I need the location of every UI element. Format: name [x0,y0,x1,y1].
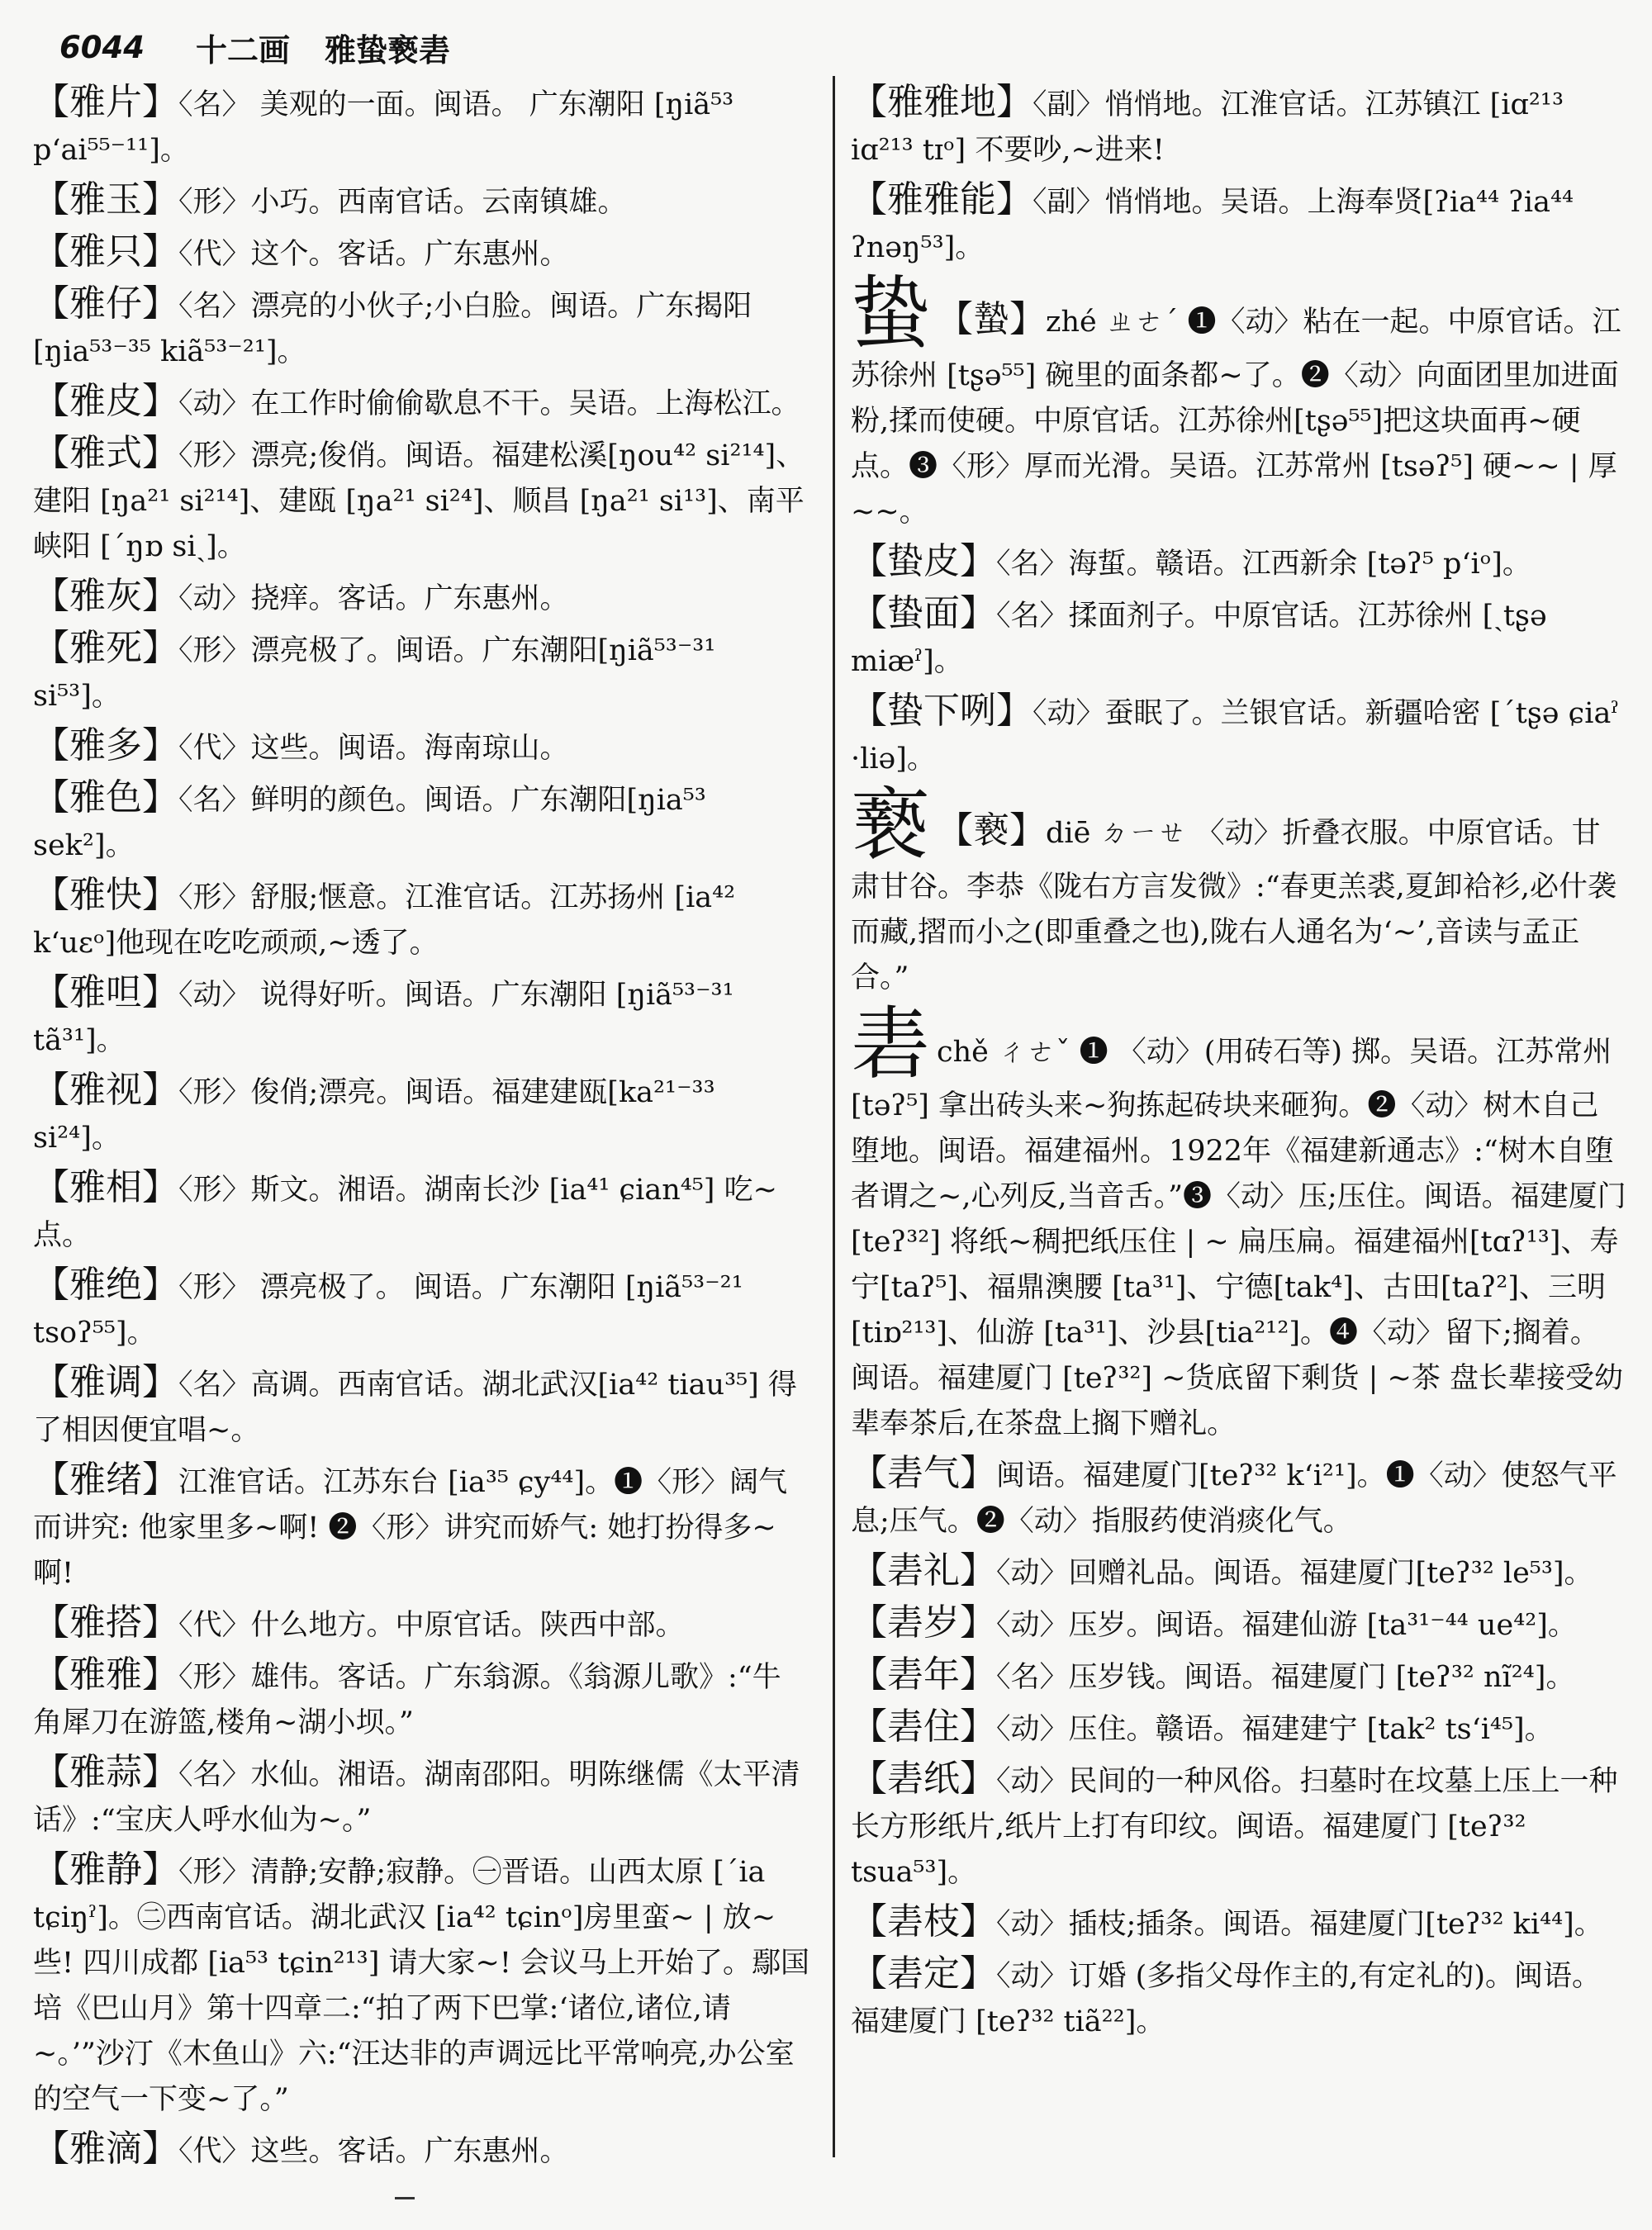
entry-headword: 【雅绪】 [33,1459,178,1501]
dictionary-entry [851,688,1627,782]
entry-definition: 〈代〉什么地方。中原官话。陕西中部。 [178,1609,685,1642]
entry-headword: 【雅玉】 [33,178,178,221]
entry-definition: 〈动〉压住。赣语。福建建宁 [tak² tsʻi⁴⁵]。 [996,1713,1554,1746]
entry-definition: 〈形〉 漂亮极了。 闽语。广东潮阳 [ŋiã⁵³⁻²¹ tsoʔ⁵⁵]。 [33,1271,743,1350]
entry-headword: 【砉定】 [851,1952,996,1995]
dictionary-entry [851,1756,1627,1896]
dictionary-entry [851,779,1627,1001]
entry-headword: 【雅相】 [33,1166,178,1208]
dictionary-entry [851,1951,1627,2045]
page-number: 6044 [59,29,145,65]
section-label: 十二画 [195,31,290,69]
dictionary-entry [33,872,809,966]
entry-headword: 【雅雅】 [33,1654,178,1696]
dictionary-entry [33,1457,809,1597]
dictionary-entry [33,1847,809,2123]
entry-headword: 【砉岁】 [851,1601,996,1644]
entry-headword: 【雅调】 [33,1361,178,1403]
entry-definition: 闽语。福建厦门[teʔ³² kʻi²¹]。❶〈动〉使怒气平息;压气。❷〈动〉指服药使消痰化气。 [851,1459,1617,1538]
dictionary-entry [851,1899,1627,1948]
entry-definition: 〈名〉压岁钱。闽语。福建厦门 [teʔ³² nĩ²⁴]。 [996,1661,1575,1694]
entry-headword: 【雅呾】 [33,971,178,1013]
entry-definition: chě ㄔㄜˇ ❶ 〈动〉(用砖石等) 掷。吴语。江苏常州 [təʔ⁵] 拿出砖头来~狗拣起砖块来砸狗。❷〈动〉树木自己堕地。闽语。福建福州。1922年《福建新通志》:“树木自堕者谓之~,心列反,当音舌。”❸〈动〉压;压住。闽语。福建厦门[teʔ³²] 将纸~稠把纸压住 | ~ 扁压扁。福建福州[tɑʔ¹³]、寿宁[taʔ⁵]、福鼎澳腰 [ta³¹]、宁德[tak⁴]、古田[taʔ²]、三明 [tiɒ²¹³]、仙游 [ta³¹]、沙县[tia²¹²]。❹〈动〉留下;搁着。闽语。福建厦门 [teʔ³²] ~货底留下剩货 | ~茶 盘长辈接受幼辈奉茶后,在茶盘上搁下赠礼。 [851,1036,1626,1440]
entry-headword: 【雅片】 [33,81,178,123]
entry-definition: 〈名〉漂亮的小伙子;小白脸。闽语。广东揭阳 [ŋia⁵³⁻³⁵ kiã⁵³⁻²¹]。 [33,290,752,368]
column-divider [833,76,835,2157]
dictionary-entry [851,1600,1627,1649]
entry-headword: 【蛰下咧】 [851,690,1032,732]
entry-character: 蛰 [851,268,930,360]
dictionary-entry [33,430,809,570]
dictionary-entry [851,1704,1627,1753]
entry-definition: 〈名〉鲜明的颜色。闽语。广东潮阳[ŋia⁵³ sek²]。 [33,784,706,862]
entry-headword: 【雅滴】 [33,2128,178,2170]
entry-headword: 【砉枝】 [851,1900,996,1943]
entry-definition: 〈代〉这些。客话。广东惠州。 [178,2135,569,2168]
entry-definition: 〈形〉漂亮极了。闽语。广东潮阳[ŋiã⁵³⁻³¹ si⁵³]。 [33,634,716,713]
entry-headword: 【雅雅地】 [851,81,1032,123]
dictionary-entry [851,591,1627,685]
entry-definition: 〈形〉小巧。西南官话。云南镇雄。 [178,186,627,219]
dictionary-entry [851,539,1627,587]
entry-headword: 【雅静】 [33,1848,178,1891]
entry-headword: 【雅多】 [33,724,178,766]
entry-character: 砉 [851,998,930,1090]
dictionary-entry [33,1600,809,1649]
dictionary-entry [33,2126,809,2175]
entry-definition: zhé ㄓㄜˊ ❶〈动〉粘在一起。中原官话。江苏徐州 [tʂə⁵⁵] 碗里的面条都~了。❷〈动〉向面团里加进面粉,揉而使硬。中原官话。江苏徐州[tʂə⁵⁵]把这块面再~硬点。❸〈形〉厚而光滑。吴语。江苏常州 [tsəʔ⁵] 硬~~ | 厚~~。 [851,306,1621,529]
dictionary-entry [851,1548,1627,1597]
dictionary-entry [33,1262,809,1356]
dictionary-entry [33,281,809,375]
entry-headword: 【雅灰】 [33,575,178,617]
footer-mark [395,2197,415,2199]
entry-definition: 〈名〉海蜇。赣语。江西新余 [təʔ⁵ pʻiᵒ]。 [996,548,1531,581]
dictionary-entry [33,775,809,869]
dictionary-entry [33,1067,809,1161]
entry-definition: 〈形〉漂亮;俊俏。闽语。福建松溪[ŋou⁴² si²¹⁴]、建阳 [ŋa²¹ si²¹⁴]、建瓯 [ŋa²¹ si²⁴]、顺昌 [ŋa²¹ si¹³]、南平峡阳 [ˊŋɒ siˏ]。 [33,439,805,563]
entry-headword: 【雅绝】 [33,1264,178,1306]
dictionary-entry [33,970,809,1064]
entry-definition: 〈名〉水仙。湘语。湖南邵阳。明陈继儒《太平清话》:“宝庆人呼水仙为~。” [33,1758,800,1837]
entry-headword: 【䙝】 [937,809,1046,852]
dictionary-entry [33,1165,809,1259]
page-header [59,18,1612,76]
right-column [851,79,1627,2048]
entry-definition: 〈动〉 说得好听。闽语。广东潮阳 [ŋiã⁵³⁻³¹ tã³¹]。 [33,979,734,1057]
entry-headword: 【雅色】 [33,776,178,818]
entry-definition: 〈动〉压岁。闽语。福建仙游 [ta³¹⁻⁴⁴ ue⁴²]。 [996,1609,1577,1642]
entry-definition: 〈副〉悄悄地。江淮官话。江苏镇江 [iɑ²¹³ iɑ²¹³ tɪᵒ] 不要吵,~进来! [851,88,1564,167]
entry-definition: 〈形〉舒服;惬意。江淮官话。江苏扬州 [ia⁴² kʻuɛᵒ]他现在吃吃顽顽,~透了。 [33,881,736,960]
entry-definition: 〈动〉蚕眠了。兰银官话。新疆哈密 [ˊtʂə ɕiaˀ ·liə]。 [851,697,1620,776]
dictionary-entry [33,573,809,622]
dictionary-entry [33,723,809,771]
dictionary-entry [33,1652,809,1746]
dictionary-entry [33,378,809,427]
entry-definition: 〈动〉在工作时偷偷歇息不干。吴语。上海松江。 [178,387,800,420]
entry-definition: 〈副〉悄悄地。吴语。上海奉贤[ʔia⁴⁴ ʔia⁴⁴ ʔnəŋ⁵³]。 [851,186,1574,264]
entry-definition: 〈动〉民间的一种风俗。扫墓时在坟墓上压上一种长方形纸片,纸片上打有印纹。闽语。福建厦门 [teʔ³² tsua⁵³]。 [851,1765,1618,1889]
dictionary-entry [33,79,809,173]
entry-headword: 【雅皮】 [33,380,178,422]
entry-definition: 〈名〉揉面剂子。中原官话。江苏徐州 [ˏtʂə miæˀ]。 [851,600,1547,678]
entry-headword: 【雅雅能】 [851,178,1032,221]
entry-headword: 【雅只】 [33,230,178,273]
entry-definition: 〈形〉斯文。湘语。湖南长沙 [ia⁴¹ ɕian⁴⁵] 吃~点。 [33,1174,777,1252]
dictionary-entry [33,1749,809,1843]
dictionary-entry [851,268,1627,535]
entry-definition: 〈动〉插枝;插条。闽语。福建厦门[teʔ³² ki⁴⁴]。 [996,1908,1603,1941]
dictionary-entry [33,625,809,719]
dictionary-entry [851,79,1627,173]
dictionary-entry [851,1450,1627,1544]
header-characters: 雅蛰䙝砉 [325,31,451,69]
entry-headword: 【砉气】 [851,1452,996,1494]
dictionary-entry [33,1359,809,1454]
entry-headword: 【雅视】 [33,1069,178,1111]
entry-definition: diē ㄉㄧㄝ 〈动〉折叠衣服。中原官话。甘肃甘谷。李恭《陇右方言发微》:“春更羔裘,夏卸袷衫,必什袭而藏,摺而小之(即重叠之也),陇右人通名为‘~’,音读与孟正合。” [851,817,1616,994]
entry-definition: 〈名〉高调。西南官话。湖北武汉[ia⁴² tiau³⁵] 得了相因便宜唱~。 [33,1369,797,1447]
entry-headword: 【蛰面】 [851,592,996,634]
entry-definition: 〈动〉回赠礼品。闽语。福建厦门[teʔ³² le⁵³]。 [996,1557,1593,1590]
dictionary-entry [33,177,809,225]
entry-headword: 【雅死】 [33,627,178,669]
entry-headword: 【雅式】 [33,432,178,474]
entry-headword: 【砉年】 [851,1654,996,1696]
entry-headword: 【砉礼】 [851,1549,996,1592]
entry-headword: 【雅蒜】 [33,1751,178,1793]
entry-headword: 【蟄】 [937,298,1046,340]
entry-headword: 【砉纸】 [851,1758,996,1800]
entry-definition: 〈形〉雄伟。客话。广东翁源。《翁源儿歌》:“牛角犀刀在游篮,楼角~湖小坝。” [33,1661,781,1739]
entry-headword: 【雅快】 [33,874,178,916]
entry-definition: 〈形〉清静;安静;寂静。㊀晋语。山西太原 [ˊia tɕiŋˀ]。㊁西南官话。湖北武汉 [ia⁴² tɕinᵒ]房里蛮~ | 放~些! 四川成都 [ia⁵³ tɕin²¹³] 请大家~! 会议马上开始了。鄢国培《巴山月》第十四章二:“拍了两下巴掌:‘诸位,诸位,请~。’”沙汀《木鱼山》六:“汪达非的声调远比平常响亮,办公室的空气一下变~了。” [33,1856,810,2116]
entry-definition: 〈名〉 美观的一面。闽语。 广东潮阳 [ŋiã⁵³ pʻai⁵⁵⁻¹¹]。 [33,88,734,167]
dictionary-entry [851,1652,1627,1701]
entry-definition: 〈代〉这个。客话。广东惠州。 [178,238,569,271]
dictionary-entry [851,998,1627,1447]
entry-definition: 〈形〉俊俏;漂亮。闽语。福建建瓯[ka²¹⁻³³ si²⁴]。 [33,1076,715,1155]
dictionary-entry [851,177,1627,271]
entry-headword: 【砉住】 [851,1706,996,1748]
entry-character: 䙝 [851,779,930,871]
entry-headword: 【雅仔】 [33,282,178,325]
entry-definition: 〈动〉订婚 (多指父母作主的,有定礼的)。闽语。福建厦门 [teʔ³² tiã²²]。 [851,1960,1602,2038]
left-column [33,79,809,2178]
dictionary-entry [33,229,809,278]
entry-headword: 【雅搭】 [33,1601,178,1644]
entry-definition: 〈代〉这些。闽语。海南琼山。 [178,732,569,765]
entry-definition: 江淮官话。江苏东台 [ia³⁵ ɕy⁴⁴]。❶〈形〉阔气而讲究: 他家里多~啊! ❷〈形〉讲究而娇气: 她打扮得多~啊! [33,1466,788,1590]
entry-headword: 【蛰皮】 [851,540,996,582]
entry-definition: 〈动〉挠痒。客话。广东惠州。 [178,582,569,615]
